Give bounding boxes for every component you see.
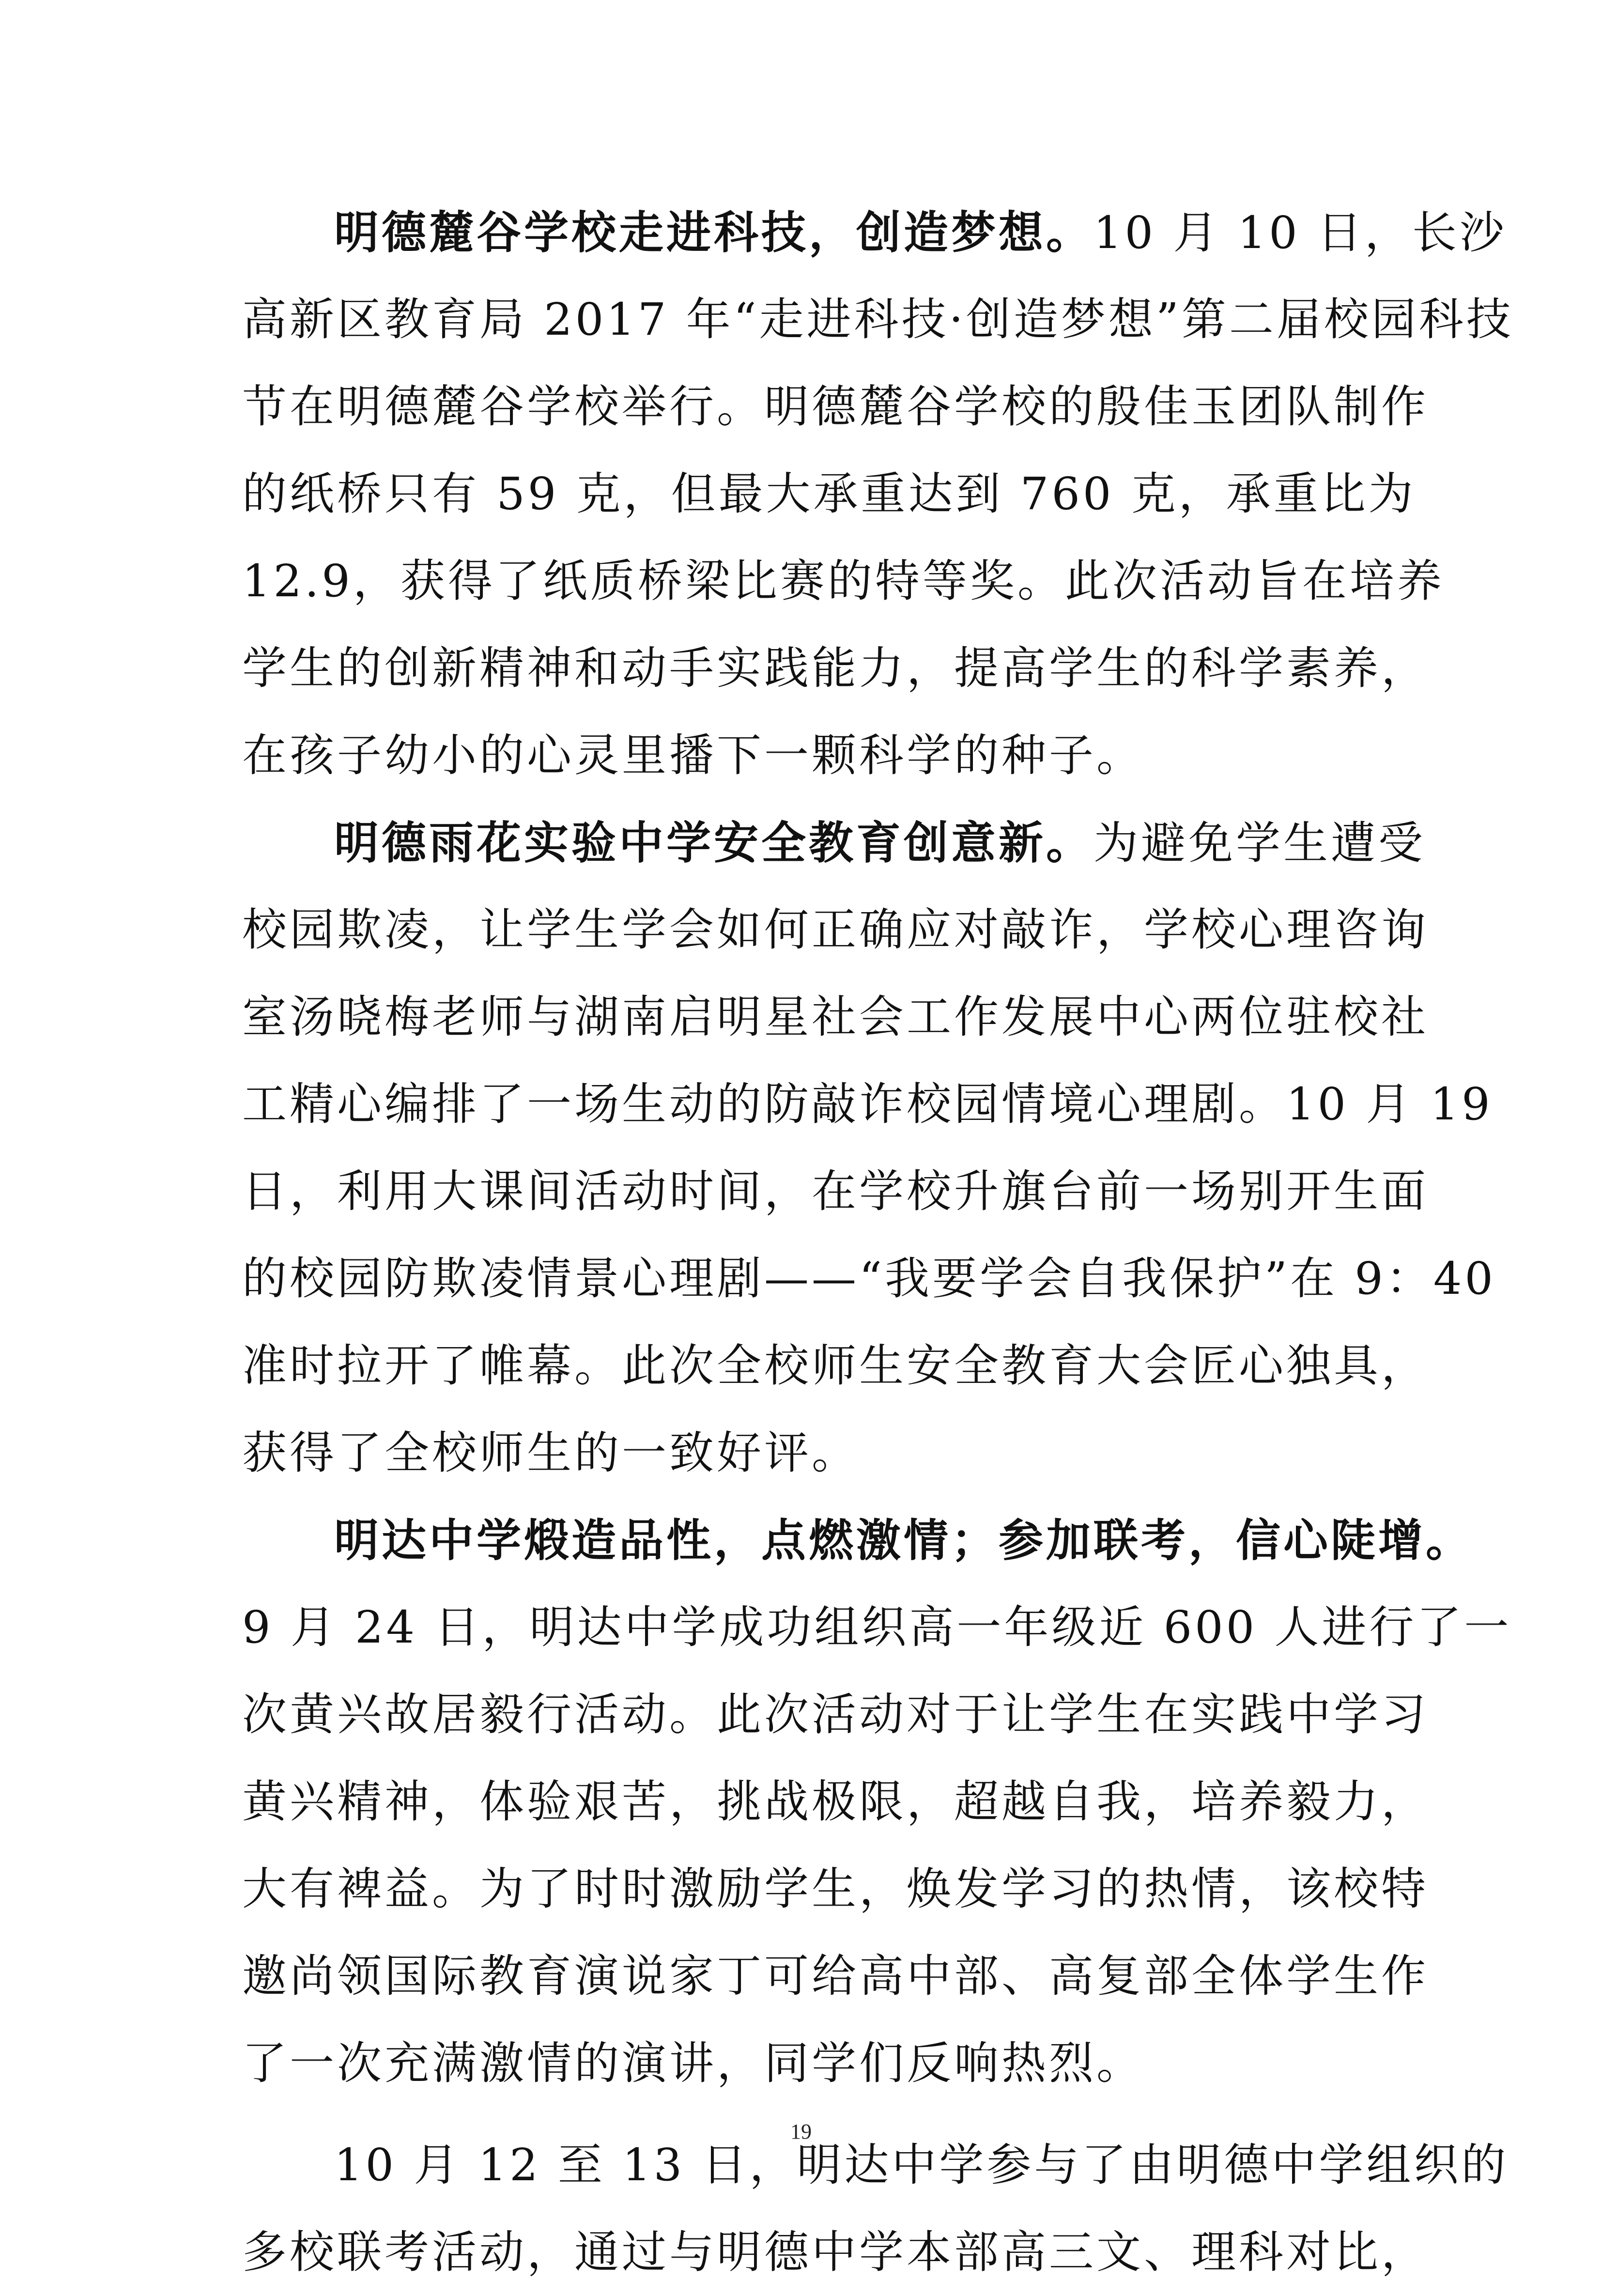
paragraph-3-line-6: 邀尚领国际教育演说家丁可给高中部、高复部全体学生作 <box>242 1950 1429 2002</box>
paragraph-1-line-7: 在孩子幼小的心灵里播下一颗科学的种子。 <box>242 729 1144 781</box>
page-number: 19 <box>790 2120 812 2143</box>
paragraph-2-line-8: 获得了全校师生的一致好评。 <box>242 1427 860 1479</box>
paragraph-2-text: 为避免学生遭受 <box>1094 817 1426 869</box>
paragraph-3-line-3: 次黄兴故居毅行活动。此次活动对于让学生在实践中学习 <box>242 1689 1429 1740</box>
paragraph-1-text: 10 月 10 日，长沙 <box>1094 207 1507 259</box>
paragraph-1-title: 明德麓谷学校走进科技，创造梦想。 <box>334 206 1094 259</box>
paragraph-4-line-2: 多校联考活动，通过与明德中学本部高三文、理科对比， <box>242 2226 1429 2278</box>
paragraph-2-line-7: 准时拉开了帷幕。此次全校师生安全教育大会匠心独具， <box>242 1340 1429 1392</box>
paragraph-1-line-2: 高新区教育局 2017 年“走进科技·创造梦想”第二届校园科技 <box>242 294 1514 345</box>
paragraph-3-line-1 <box>242 1497 1474 1584</box>
paragraph-2-line-3: 室汤晓梅老师与湖南启明星社会工作发展中心两位驻校社 <box>242 991 1429 1043</box>
paragraph-3-title: 明达中学煅造品性，点燃激情；参加联考，信心陡增。 <box>334 1514 1474 1567</box>
paragraph-3-line-7: 了一次充满激情的演讲，同学们反响热烈。 <box>242 2037 1144 2089</box>
paragraph-4-line-1: 10 月 12 至 13 日，明达中学参与了由明德中学组织的 <box>334 2139 1509 2191</box>
paragraph-1-line-6: 学生的创新精神和动手实践能力，提高学生的科学素养， <box>242 642 1429 694</box>
paragraph-1-line-1 <box>242 189 1507 276</box>
paragraph-2-title: 明德雨花实验中学安全教育创意新。 <box>334 817 1094 869</box>
paragraph-3-line-4: 黄兴精神，体验艰苦，挑战极限，超越自我，培养毅力， <box>242 1776 1429 1828</box>
document-body <box>242 189 1514 2296</box>
paragraph-1-line-4: 的纸桥只有 59 克，但最大承重达到 760 克，承重比为 <box>242 468 1416 520</box>
paragraph-2-line-1 <box>242 799 1426 886</box>
paragraph-2-line-5: 日，利用大课间活动时间，在学校升旗台前一场别开生面 <box>242 1165 1429 1217</box>
paragraph-1-line-5: 12.9，获得了纸质桥梁比赛的特等奖。此次活动旨在培养 <box>242 555 1445 607</box>
paragraph-2-line-4: 工精心编排了一场生动的防敲诈校园情境心理剧。10 月 19 <box>242 1078 1493 1130</box>
paragraph-2-line-2: 校园欺凌，让学生学会如何正确应对敲诈，学校心理咨询 <box>242 904 1429 956</box>
paragraph-1-line-3: 节在明德麓谷学校举行。明德麓谷学校的殷佳玉团队制作 <box>242 381 1429 433</box>
paragraph-3-line-2: 9 月 24 日，明达中学成功组织高一年级近 600 人进行了一 <box>242 1601 1512 1653</box>
paragraph-2-line-6: 的校园防欺凌情景心理剧——“我要学会自我保护”在 9：40 <box>242 1253 1496 1304</box>
paragraph-3-line-5: 大有裨益。为了时时激励学生，焕发学习的热情，该校特 <box>242 1863 1429 1915</box>
